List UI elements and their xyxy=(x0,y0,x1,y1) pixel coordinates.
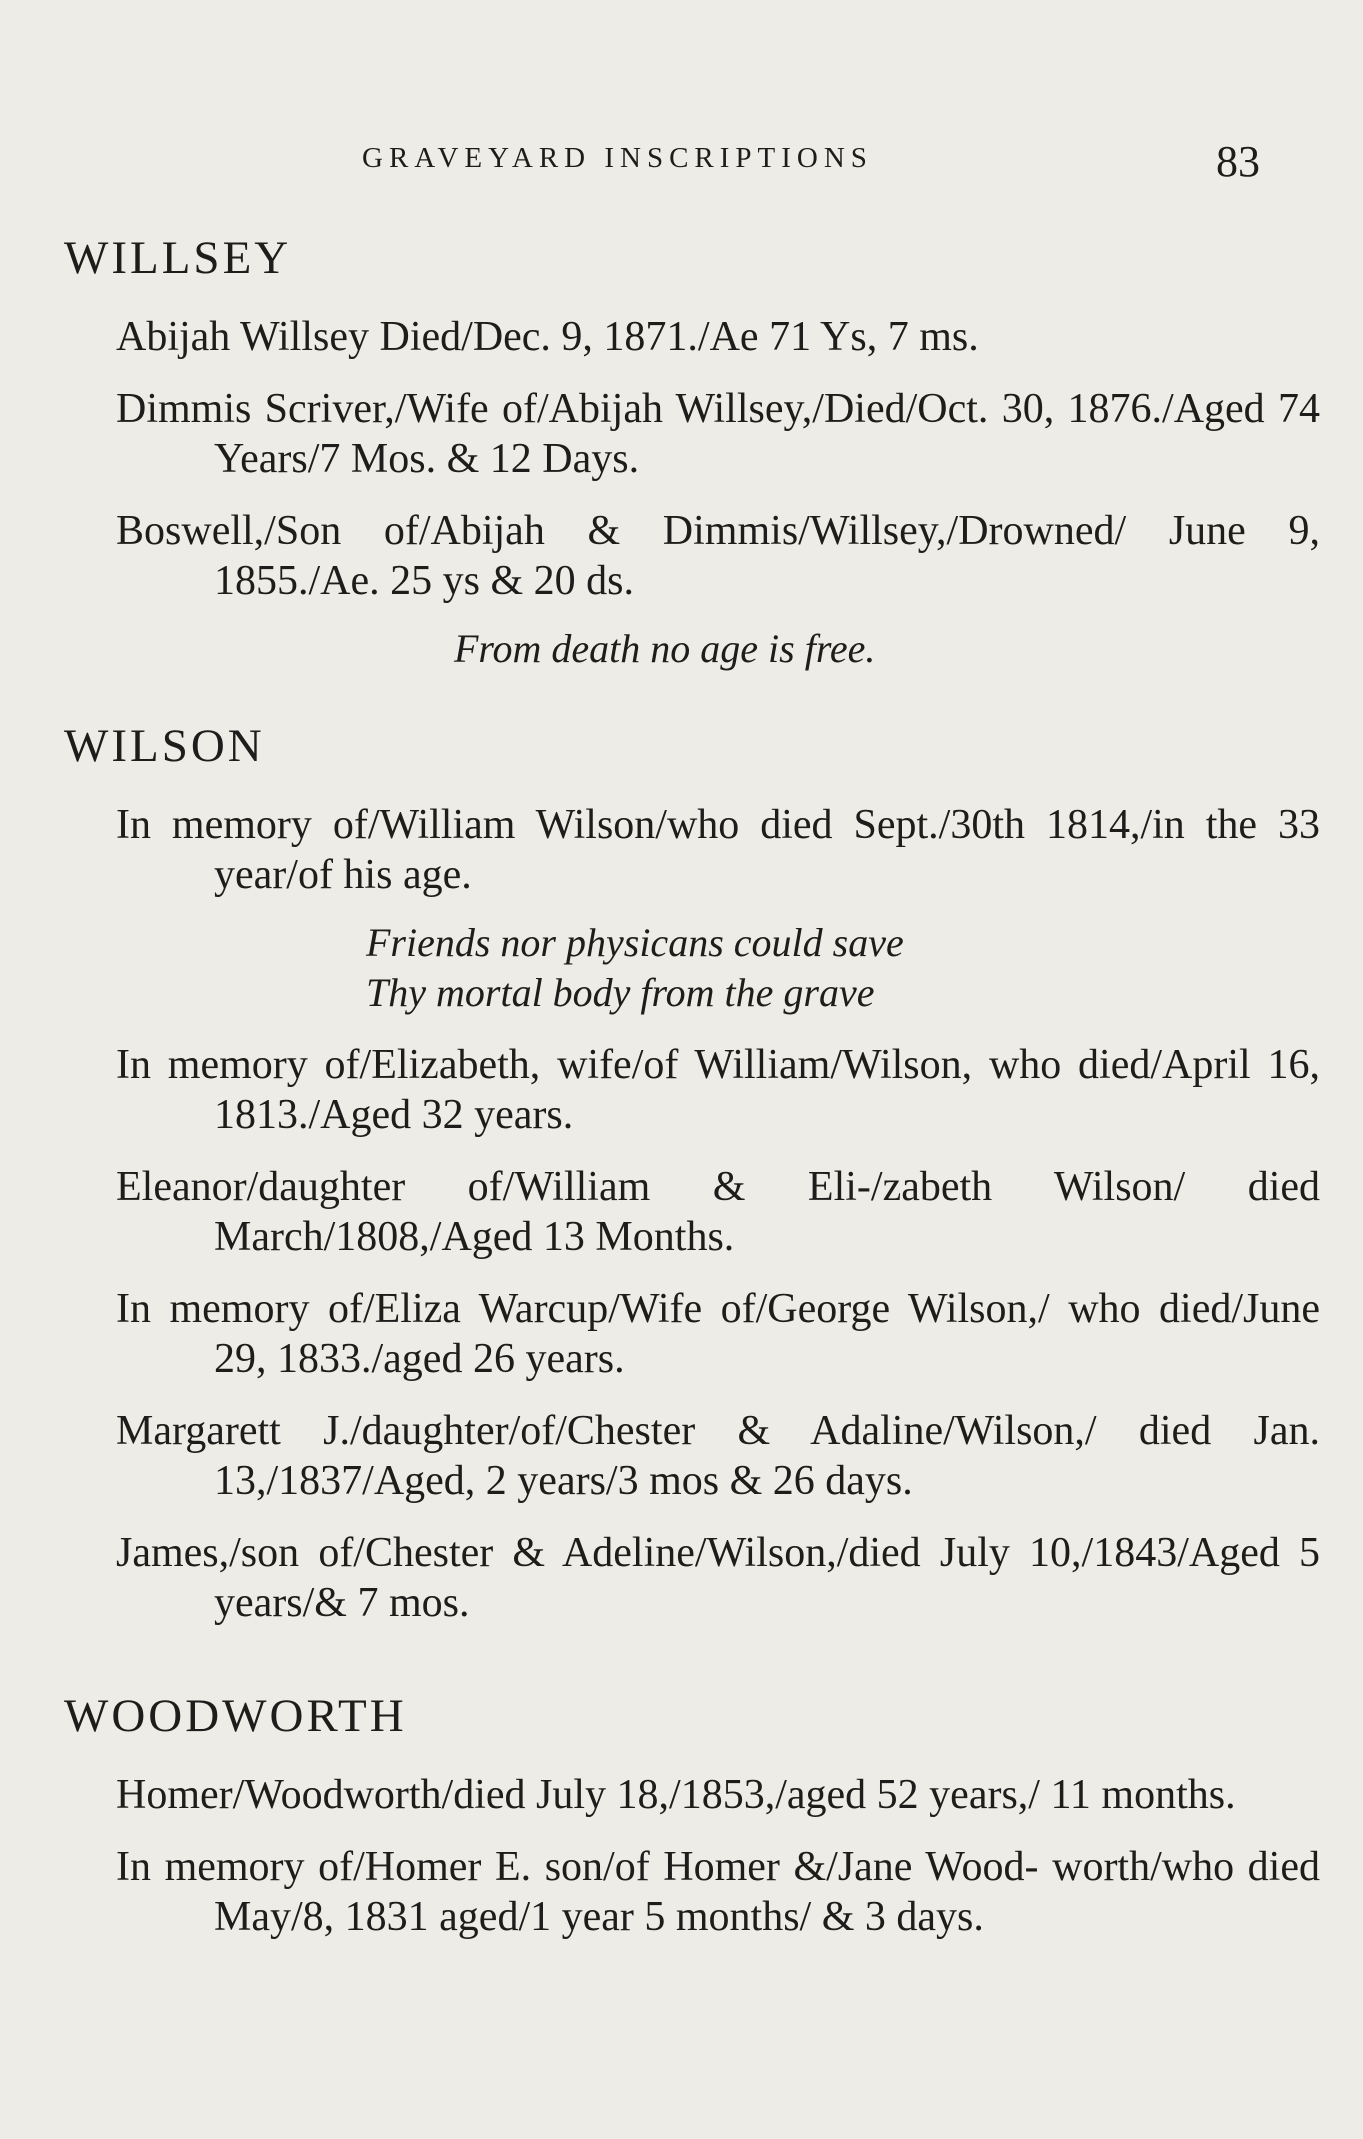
inscription-entry: Dimmis Scriver,/Wife of/Abijah Willsey,/Died/Oct. 30, 1876./Aged 74 Years/7 Mos. & 12 Days. xyxy=(116,386,1320,482)
inscription-entry: In memory of/Homer E. son/of Homer &/Jane Wood- worth/who died May/8, 1831 aged/1 year 5 months/ & 3 days. xyxy=(116,1844,1320,1940)
inscription-entry: Eleanor/daughter of/William & Eli-/zabeth Wilson/ died March/1808,/Aged 13 Months. xyxy=(116,1164,1320,1260)
section-wilson xyxy=(64,718,1320,1650)
verse-line: From death no age is free. xyxy=(454,626,876,671)
section-woodworth xyxy=(64,1688,1320,1964)
page-number: 83 xyxy=(1216,137,1260,186)
epitaph-verse xyxy=(64,918,1264,1018)
inscription-entry: Homer/Woodworth/died July 18,/1853,/aged 52 years,/ 11 months. xyxy=(116,1772,1236,1818)
epitaph-verse xyxy=(64,624,1264,674)
inscription-entry: Abijah Willsey Died/Dec. 9, 1871./Ae 71 Ys, 7 ms. xyxy=(116,314,979,360)
inscription-entry: In memory of/Eliza Warcup/Wife of/George Wilson,/ who died/June 29, 1833./aged 26 years. xyxy=(116,1286,1320,1382)
section-willsey xyxy=(64,230,1320,696)
surname-heading: WILLSEY xyxy=(64,232,292,284)
inscription-entry: Boswell,/Son of/Abijah & Dimmis/Willsey,/Drowned/ June 9, 1855./Ae. 25 ys & 20 ds. xyxy=(116,508,1320,604)
surname-heading: WOODWORTH xyxy=(64,1690,407,1742)
running-head: GRAVEYARD INSCRIPTIONS xyxy=(362,142,873,174)
surname-heading: WILSON xyxy=(64,720,265,772)
verse-line: Thy mortal body from the grave xyxy=(366,970,875,1015)
inscription-entry: In memory of/Elizabeth, wife/of William/Wilson, who died/April 16, 1813./Aged 32 years. xyxy=(116,1042,1320,1138)
inscription-entry: Margarett J./daughter/of/Chester & Adaline/Wilson,/ died Jan. 13,/1837/Aged, 2 years/3 mos & 26 days. xyxy=(116,1408,1320,1504)
inscription-entry: In memory of/William Wilson/who died Sept./30th 1814,/in the 33 year/of his age. xyxy=(116,802,1320,898)
inscription-entry: James,/son of/Chester & Adeline/Wilson,/died July 10,/1843/Aged 5 years/& 7 mos. xyxy=(116,1530,1320,1626)
verse-line: Friends nor physicans could save xyxy=(366,920,904,965)
